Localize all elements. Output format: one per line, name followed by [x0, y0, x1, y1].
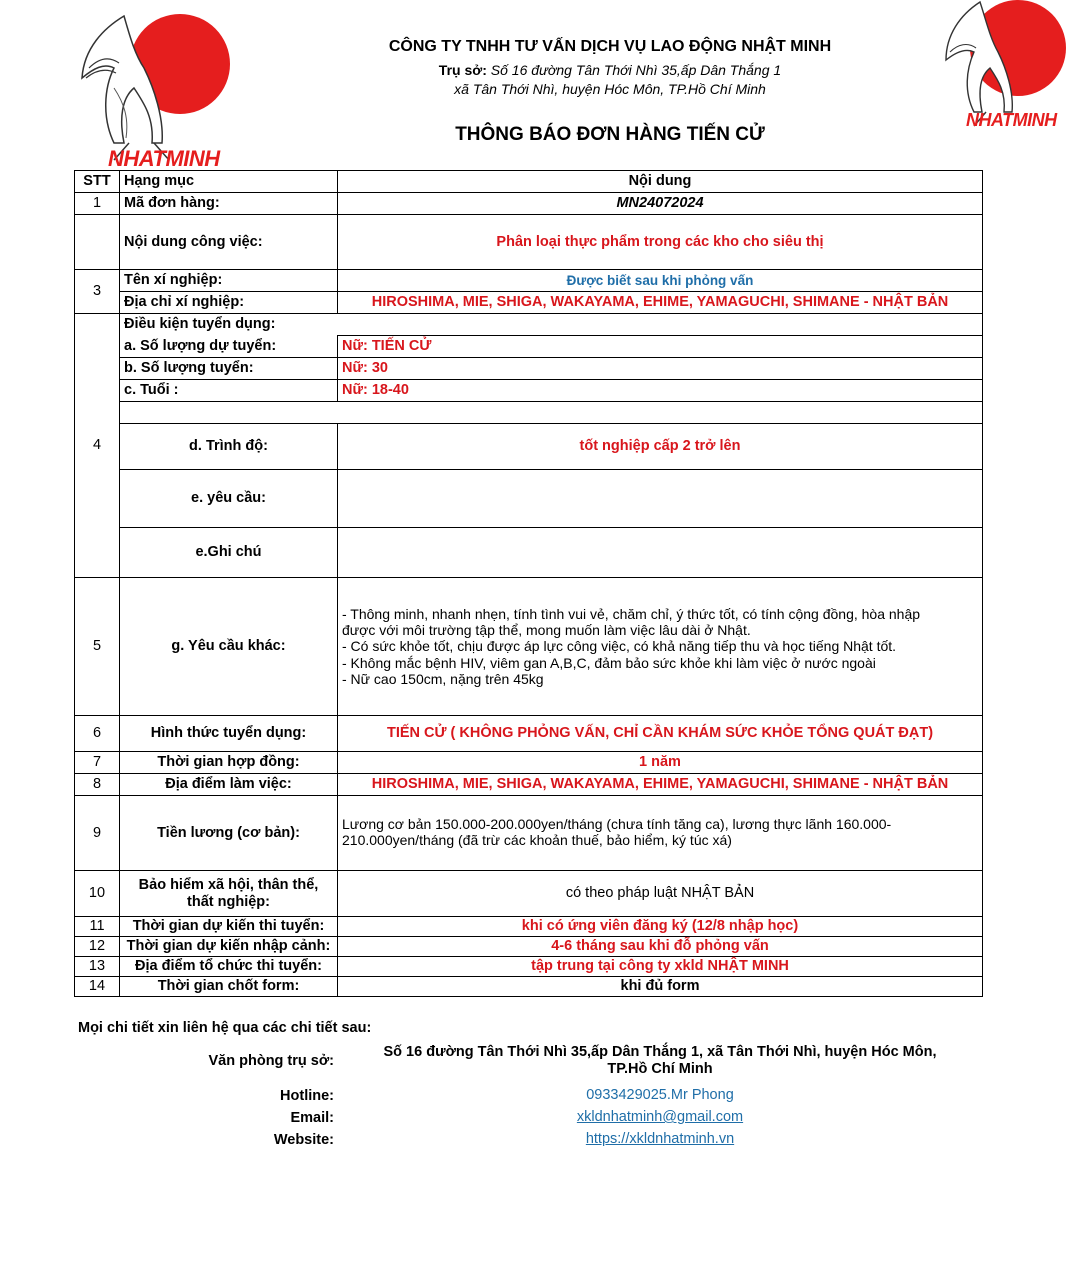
table-row: [75, 528, 983, 578]
row-number: 14: [75, 977, 120, 997]
row-label: d. Trình độ:: [120, 424, 338, 470]
email-link[interactable]: xkldnhatminh@gmail.com: [576, 1109, 744, 1125]
row-number: 9: [75, 796, 120, 871]
hire-count: Nữ: 30: [338, 358, 983, 380]
row-number: 3: [75, 270, 120, 314]
requirements-value: [338, 470, 983, 528]
row-label: Địa chỉ xí nghiệp:: [120, 292, 338, 314]
company-address-line1: [250, 62, 970, 78]
table-row: [75, 937, 983, 957]
contract-duration: 1 năm: [338, 752, 983, 774]
applicant-count: Nữ: TIẾN CỬ: [338, 336, 983, 358]
table-row: [75, 752, 983, 774]
row-label: e. yêu cầu:: [120, 470, 338, 528]
conditions-heading: Điều kiện tuyển dụng:: [120, 314, 983, 336]
company-address-value: HIROSHIMA, MIE, SHIGA, WAKAYAMA, EHIME, YAMAGUCHI, SHIMANE - NHẬT BẢN: [338, 292, 983, 314]
row-label: Địa điểm tổ chức thi tuyển:: [120, 957, 338, 977]
table-row: [75, 957, 983, 977]
row-number: 5: [75, 578, 120, 716]
notes-value: [338, 528, 983, 578]
row-label-line: Bảo hiểm xã hội, thân thể,: [138, 876, 319, 893]
row-number: [75, 215, 120, 270]
row-label: b. Số lượng tuyển:: [120, 358, 338, 380]
order-code: MN24072024: [338, 193, 983, 215]
empty-row: [120, 402, 983, 424]
company-logo-left: [74, 8, 234, 170]
table-row: [75, 215, 983, 270]
row-label: a. Số lượng dự tuyển:: [120, 336, 338, 358]
address-label: Trụ sở:: [438, 62, 487, 78]
exam-location: tập trung tại công ty xkld NHẬT MINH: [338, 957, 983, 977]
office-address-line: TP.Hồ Chí Minh: [607, 1061, 713, 1078]
table-row: [75, 380, 983, 402]
table-row: [75, 424, 983, 470]
table-row: [75, 270, 983, 292]
table-row: [75, 578, 983, 716]
row-label: Nội dung công việc:: [120, 215, 338, 270]
col-item-header: Hạng mục: [120, 171, 338, 193]
hotline-label: Hotline:: [280, 1088, 334, 1104]
requirement-line: được với môi trường tập thể, mong muốn làm việc lâu dài ở Nhật.: [342, 622, 751, 639]
requirement-line: - Có sức khỏe tốt, chịu được áp lực công việc, có khả năng tiếp thu và học tiếng Nhật tốt.: [342, 638, 897, 655]
exam-time: khi có ứng viên đăng ký (12/8 nhập học): [338, 917, 983, 937]
company-name-value: Được biết sau khi phỏng vấn: [338, 270, 983, 292]
table-row: [75, 358, 983, 380]
row-label: Thời gian hợp đồng:: [120, 752, 338, 774]
hotline-value[interactable]: 0933429025.Mr Phong: [586, 1087, 734, 1103]
row-label: Thời gian dự kiến thi tuyển:: [120, 917, 338, 937]
recruitment-form: TIẾN CỬ ( KHÔNG PHỎNG VẤN, CHỈ CẦN KHÁM SỨC KHỎE TỔNG QUÁT ĐẠT): [338, 716, 983, 752]
row-number: 8: [75, 774, 120, 796]
requirement-line: - Không mắc bệnh HIV, viêm gan A,B,C, đảm bảo sức khỏe khi làm việc ở nước ngoài: [342, 654, 876, 671]
table-row: [75, 470, 983, 528]
office-address-line: Số 16 đường Tân Thới Nhì 35,ấp Dân Thắng 1, xã Tân Thới Nhì, huyện Hóc Môn,: [383, 1044, 937, 1060]
other-requirements: [338, 578, 983, 716]
row-label: [120, 871, 338, 917]
row-number: 4: [75, 314, 120, 578]
table-row: [75, 796, 983, 871]
email-label: Email:: [290, 1110, 334, 1126]
row-label: Thời gian dự kiến nhập cảnh:: [120, 937, 338, 957]
education-level: tốt nghiệp cấp 2 trở lên: [338, 424, 983, 470]
row-label: Tiền lương (cơ bản):: [120, 796, 338, 871]
table-row: [75, 977, 983, 997]
requirement-line: - Nữ cao 150cm, nặng trên 45kg: [342, 670, 544, 687]
table-row: [75, 774, 983, 796]
row-number: 11: [75, 917, 120, 937]
company-address-line2: xã Tân Thới Nhì, huyện Hóc Môn, TP.Hồ Chí Minh: [454, 81, 766, 97]
order-table: [74, 170, 983, 997]
age-range: Nữ: 18-40: [338, 380, 983, 402]
row-number: 12: [75, 937, 120, 957]
table-row: [75, 292, 983, 314]
salary-line: Lương cơ bản 150.000-200.000yen/tháng (chưa tính tăng ca), lương thực lãnh 160.000-: [342, 816, 892, 832]
address-text: Số 16 đường Tân Thới Nhì 35,ấp Dân Thắng 1: [490, 62, 782, 78]
table-header-row: [75, 171, 983, 193]
row-label: Thời gian chốt form:: [120, 977, 338, 997]
requirement-line: - Thông minh, nhanh nhẹn, tính tình vui vẻ, chăm chỉ, ý thức tốt, có tính cộng đồng, hòa nhập: [342, 606, 921, 623]
row-label: g. Yêu cầu khác:: [120, 578, 338, 716]
job-description: Phân loại thực phẩm trong các kho cho siêu thị: [338, 215, 983, 270]
row-label: Hình thức tuyển dụng:: [120, 716, 338, 752]
table-row: [75, 314, 983, 336]
row-number: 10: [75, 871, 120, 917]
table-row: [75, 917, 983, 937]
logo-wordmark: NHATMINH: [966, 110, 1057, 130]
table-row: [75, 336, 983, 358]
table-row: [75, 716, 983, 752]
row-label: Mã đơn hàng:: [120, 193, 338, 215]
row-label: Địa điểm làm việc:: [120, 774, 338, 796]
work-location: HIROSHIMA, MIE, SHIGA, WAKAYAMA, EHIME, YAMAGUCHI, SHIMANE - NHẬT BẢN: [338, 774, 983, 796]
table-row: [75, 193, 983, 215]
row-label: e.Ghi chú: [120, 528, 338, 578]
col-stt-header: STT: [75, 171, 120, 193]
website-label: Website:: [273, 1132, 334, 1148]
logo-wordmark: NHATMINH: [108, 146, 220, 171]
row-label: Tên xí nghiệp:: [120, 270, 338, 292]
row-label: c. Tuổi :: [120, 380, 338, 402]
table-row: [75, 871, 983, 917]
row-number: 13: [75, 957, 120, 977]
col-content-header: Nội dung: [338, 171, 983, 193]
form-deadline: khi đủ form: [338, 977, 983, 997]
insurance-value: có theo pháp luật NHẬT BẢN: [338, 871, 983, 917]
row-number: 6: [75, 716, 120, 752]
contact-intro: Mọi chi tiết xin liên hệ qua các chi tiết sau:: [78, 1020, 372, 1036]
entry-time: 4-6 tháng sau khi đỗ phỏng vấn: [338, 937, 983, 957]
salary-value: [338, 796, 983, 871]
row-number: 1: [75, 193, 120, 215]
website-link[interactable]: https://xkldnhatminh.vn: [585, 1131, 735, 1147]
office-address: [340, 1044, 980, 1079]
row-label-line: thất nghiệp:: [187, 893, 270, 910]
notice-title: THÔNG BÁO ĐƠN HÀNG TIẾN CỬ: [455, 124, 765, 145]
salary-line: 210.000yen/tháng (đã trừ các khoản thuế, bảo hiểm, ký túc xá): [342, 832, 732, 849]
office-label: Văn phòng trụ sở:: [208, 1053, 334, 1069]
company-name: CÔNG TY TNHH TƯ VẤN DỊCH VỤ LAO ĐỘNG NHẬT MINH: [388, 38, 832, 55]
row-number: 7: [75, 752, 120, 774]
table-row: [75, 402, 983, 424]
